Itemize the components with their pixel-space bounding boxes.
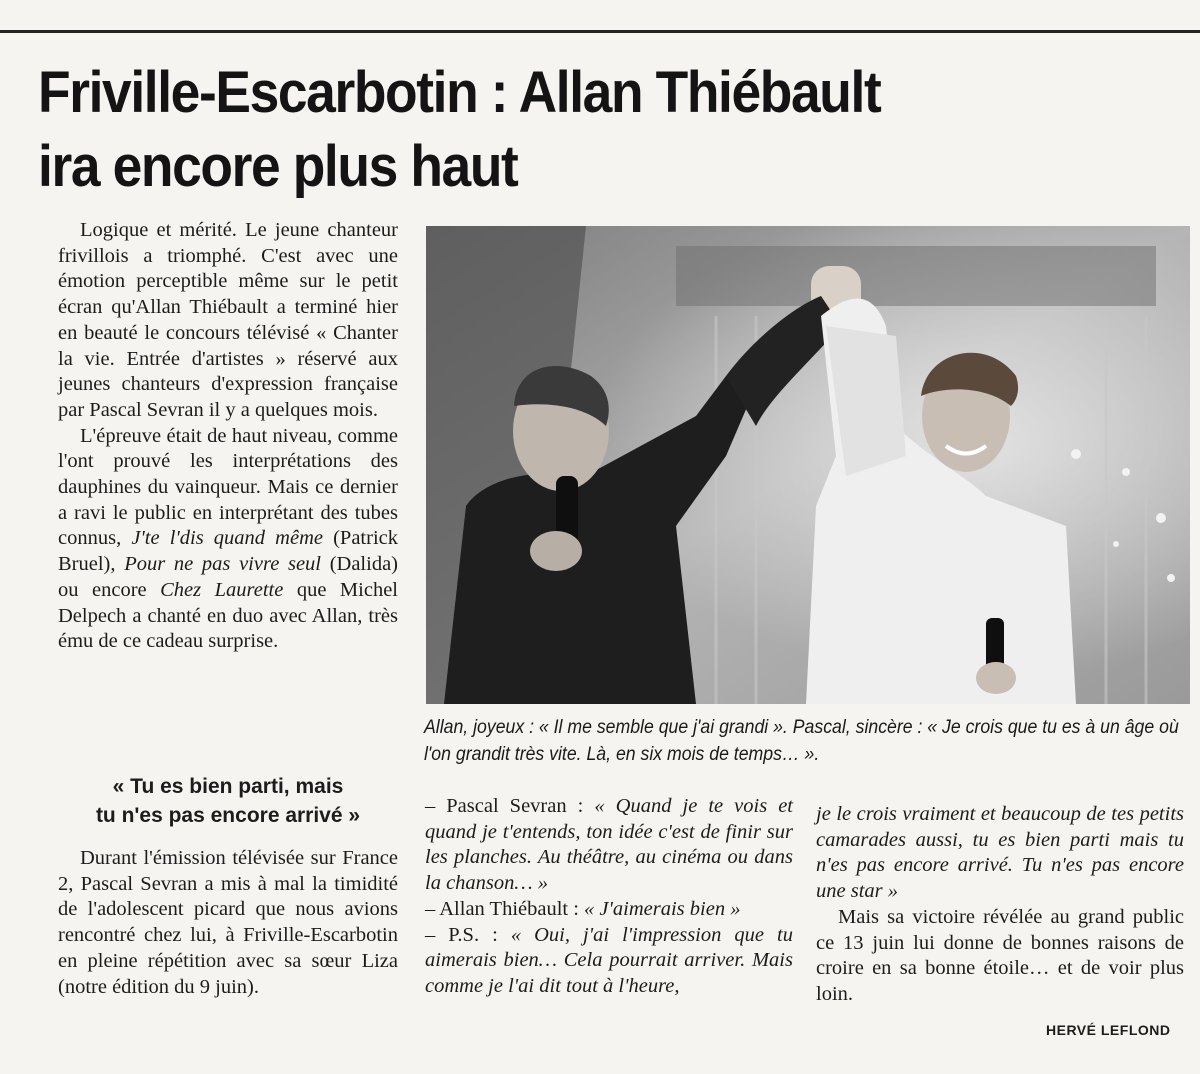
speaker: – Allan Thiébault : bbox=[425, 897, 585, 920]
song-title: Chez Laurette bbox=[160, 578, 284, 601]
quote-text: « Quand je te vois et quand je t'entends, ton idée c'est de finir sur les planches. Au théâtre, au cinéma ou dans la chanson… » bbox=[425, 795, 793, 895]
article-column-1-continued bbox=[58, 846, 398, 1000]
paragraph-broadcast: Durant l'émission télévisée sur France 2, Pascal Sevran a mis à mal la timidité de l'adolescent picard que nous avions rencontré chez lui, à Friville-Escarbotin en pleine répétition avec sa sœur Liza (notre édition du 9 juin). bbox=[58, 847, 398, 998]
song-title: J'te l'dis quand même bbox=[131, 527, 323, 550]
photo-illustration bbox=[426, 226, 1190, 704]
headline-line-1: Friville-Escarbotin : Allan Thiébault bbox=[38, 60, 881, 125]
quote-ps bbox=[425, 923, 793, 1000]
article-column-1 bbox=[58, 218, 398, 655]
paragraph-songs bbox=[58, 424, 398, 655]
headline bbox=[38, 56, 958, 204]
paragraph-conclusion: Mais sa victoire révélée au grand public ce 13 juin lui donne de bonnes raisons de croire en sa bonne étoile… et de voir plus loin. bbox=[816, 905, 1184, 1005]
article-column-2 bbox=[425, 794, 793, 1000]
subheading-line-2: tu n'es pas encore arrivé » bbox=[95, 804, 361, 827]
quote-continued: je le crois vraiment et beaucoup de tes petits camarades aussi, tu es bien parti mais tu n'es pas encore arrivé. Tu n'es pas encore une star » bbox=[816, 803, 1184, 903]
photo-caption bbox=[424, 714, 1194, 768]
text-span: (Patrick Bruel), bbox=[58, 527, 398, 576]
text-span: (Dalida) ou encore bbox=[58, 553, 399, 601]
headline-line-2: ira encore plus haut bbox=[38, 134, 518, 199]
speaker: – Pascal Sevran : bbox=[425, 795, 595, 817]
quote-text: « J'aimerais bien » bbox=[584, 897, 741, 920]
subheading bbox=[58, 772, 398, 830]
song-title: Pour ne pas vivre seul bbox=[124, 553, 322, 576]
top-rule bbox=[0, 30, 1200, 33]
paragraph-intro: Logique et mérité. Le jeune chanteur frivillois a triomphé. C'est avec une émotion perceptible même sur le petit écran qu'Allan Thiébault a terminé hier en beauté le concours télévisé « Chanter la vie. Entrée d'artistes » réservé aux jeunes chanteurs d'expression française par Pascal Sevran il y a quelques mois. bbox=[58, 219, 398, 421]
caption-text: Allan, joyeux : « Il me semble que j'ai grandi ». Pascal, sincère : « Je crois que tu es à un âge où l'on grandit très vite. Là, en six mois de temps… ». bbox=[424, 717, 1179, 765]
article-column-3 bbox=[816, 802, 1184, 1008]
quote-allan bbox=[425, 897, 793, 923]
quote-pascal bbox=[425, 794, 793, 897]
text-span: que Michel Delpech a chanté en duo avec Allan, très ému de ce cadeau surprise. bbox=[58, 578, 399, 653]
quote-text: « Oui, j'ai l'impression que tu aimerais bien… Cela pourrait arriver. Mais comme je l'ai dit tout à l'heure, bbox=[425, 923, 793, 997]
article-photo bbox=[426, 226, 1190, 704]
speaker: – P.S. : bbox=[425, 923, 511, 946]
subheading-line-1: « Tu es bien parti, mais bbox=[112, 775, 344, 798]
text-span: L'épreuve était de haut niveau, comme l'ont prouvé les interprétations des dauphines du vainqueur. Mais ce dernier a ravi le public en interprétant des tubes connus, bbox=[58, 424, 398, 550]
author-byline: HERVÉ LEFLOND bbox=[1046, 1022, 1171, 1038]
